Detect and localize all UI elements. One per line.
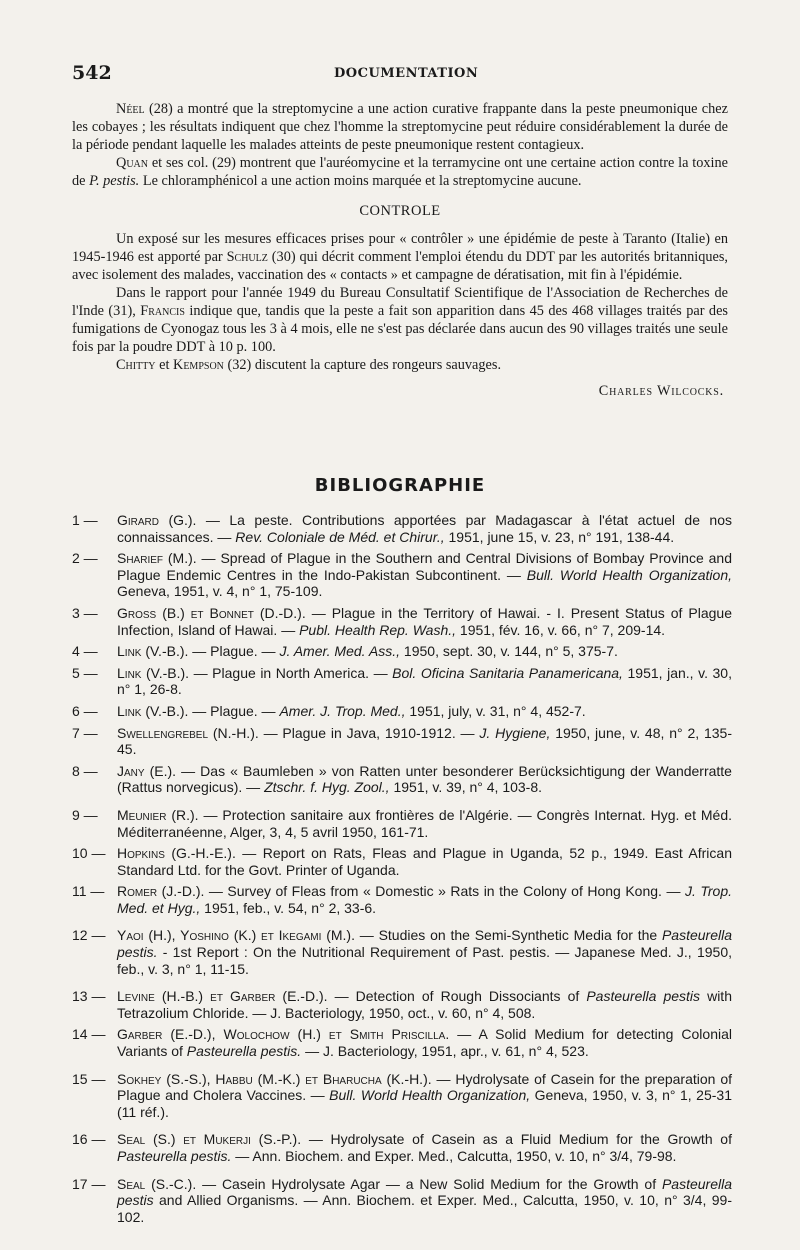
- entry-source: J. Trop. Med. et Hyg.,: [117, 883, 732, 916]
- entry-text: — Protection sanitaire aux frontières de l'Algérie. — Congrès Internat. Hyg. et Méd. Méditerranéenne, Alger, 3, 4, 5 avril 1950, 161-71.: [117, 806, 732, 840]
- entry-tail: 1950, june, v. 48, n° 2, 135-45.: [117, 724, 732, 758]
- entry-text: — Casein Hydrolysate Agar — a New Solid Medium for the Growth of: [196, 1175, 662, 1192]
- entry-number: 9 —: [72, 806, 98, 823]
- bibliography-entry: [72, 605, 732, 638]
- bibliography-entry: [72, 643, 732, 660]
- paragraph: [72, 100, 728, 154]
- entry-source: Pasteurella pestis: [117, 1175, 732, 1209]
- entry-authors: Levine (H.-B.) et Garber (E.-D.).: [117, 988, 328, 1005]
- entry-authors: Link (V.-B.).: [117, 702, 189, 719]
- paragraph-text: (30) qui décrit comment l'emploi étendu du DDT par les autorités britanniques, avec isolement des malades, vaccination des « contacts » et campagne de dératisation, mit fin à l'épidémie.: [72, 249, 728, 283]
- entry-text: — Report on Rats, Fleas and Plague in Uganda, 52 p., 1949. East African Standard Ltd. for the Govt. Printer of Uganda.: [117, 845, 732, 878]
- entry-source: Bull. World Health Organization,: [329, 1087, 531, 1104]
- entry-text: — Hydrolysate of Casein as a Fluid Medium for the Growth of: [301, 1131, 732, 1148]
- entry-authors: Garber (E.-D.), Wolochow (H.) et Smith Priscilla.: [117, 1026, 450, 1043]
- entry-text: — Plague. —: [188, 702, 280, 719]
- entry-tail: 1951, fév. 16, v. 66, n° 7, 209-14.: [456, 621, 666, 638]
- entry-text: — Plague in the Territory of Hawai. - I. Present Status of Plague Infection, Island of Hawai. —: [117, 604, 732, 638]
- entry-source: Pasteurella pestis.: [117, 927, 733, 961]
- entry-authors: Jany (E.).: [117, 762, 177, 779]
- entry-text: — Survey of Fleas from « Domestic » Rats in the Colony of Hong Kong. —: [204, 883, 685, 900]
- paragraph: [72, 356, 728, 374]
- entry-tail: 1951, v. 39, n° 4, 103-8.: [389, 779, 543, 796]
- author-name: Quan: [116, 155, 148, 171]
- entry-tail: - 1st Report : On the Nutritional Requirement of Past. pestis. — Japanese Med. J., 1950, feb., v. 3, n° 1, 11-15.: [117, 944, 732, 977]
- bibliography-entry: [72, 1071, 732, 1121]
- entry-authors: Yaoi (H.), Yoshino (K.) et Ikegami (M.).: [117, 927, 355, 944]
- entry-number: 1 —: [72, 512, 98, 528]
- paragraph-text: (28) a montré que la streptomycine a une action curative frappante dans la peste pneumonique chez les cobayes ; les résultats indiquent que chez l'homme la streptomycine peut réduire considérablement la durée de la période pendant laquelle les malades atteints de peste pneumonique restent contagieux.: [72, 101, 728, 153]
- entry-tail: 1951, jan., v. 30, n° 1, 26-8.: [117, 664, 732, 698]
- entry-source: Pasteurella pestis.: [117, 1148, 232, 1164]
- running-title: DOCUMENTATION: [334, 66, 479, 81]
- author-name: Schulz: [226, 249, 268, 265]
- paragraph-text: Un exposé sur les mesures efficaces prises pour « contrôler » une épidémie de peste à Taranto (Italie) en 1945-1946 est apporté par: [72, 231, 728, 265]
- entry-text: — Plague. —: [188, 643, 280, 660]
- entry-number: 10 —: [72, 845, 106, 862]
- bibliography-entry: [72, 703, 732, 720]
- entry-tail: — J. Bacteriology, 1951, apr., v. 61, n° 4, 523.: [301, 1043, 589, 1060]
- entry-authors: Sharief (M.).: [117, 550, 197, 567]
- entry-number: 4 —: [72, 643, 98, 660]
- bibliography-entry: [72, 1176, 732, 1226]
- entry-source: Bull. World Health Organization,: [526, 566, 732, 583]
- entry-source: Pasteurella pestis: [586, 988, 701, 1005]
- entry-tail: 1951, feb., v. 54, n° 2, 33-6.: [200, 899, 377, 916]
- author-name: Kempson: [173, 357, 224, 373]
- page-header: [72, 62, 732, 92]
- entry-number: 11 —: [72, 883, 105, 900]
- bibliography-entry: [72, 550, 732, 600]
- entry-number: 7 —: [72, 724, 98, 741]
- entry-authors: Seal (S.) et Mukerji (S.-P.).: [117, 1131, 302, 1148]
- entry-text: — La peste. Contributions apportées par Madagascar à l'état actuel de nos connaissances. —: [117, 512, 733, 545]
- entry-text: — Plague in Java, 1910-1912. —: [258, 724, 480, 741]
- entry-authors: Link (V.-B.).: [117, 664, 190, 681]
- entry-tail: 1950, sept. 30, v. 144, n° 5, 375-7.: [400, 643, 618, 660]
- bibliography-title: BIBLIOGRAPHIE: [314, 475, 486, 496]
- entry-number: 14 —: [72, 1026, 106, 1043]
- entry-text: — Studies on the Semi-Synthetic Media for the: [354, 927, 662, 944]
- author-name: Francis: [140, 303, 185, 319]
- paragraph-text: indique que, tandis que la peste a fait son apparition dans 45 des 468 villages traités par des fumigations de Cyonogaz tous les 3 à 4 mois, elle ne s'est pas déclarée dans aucun des 90 villages traités une seule fois par la poudre DDT à 10 p. 100.: [72, 303, 728, 355]
- entry-number: 13 —: [72, 988, 106, 1005]
- entry-authors: Seal (S.-C.).: [117, 1175, 197, 1192]
- entry-authors: Swellengrebel (N.-H.).: [117, 724, 259, 741]
- entry-number: 3 —: [72, 604, 98, 621]
- bibliography-entry: [72, 763, 732, 796]
- entry-source: Amer. J. Trop. Med.,: [279, 702, 406, 719]
- paragraph-text: Le chloramphénicol a une action moins marquée et la streptomycine aucune.: [139, 173, 582, 189]
- entry-source: J. Amer. Med. Ass.,: [279, 643, 401, 660]
- entry-text: — Spread of Plague in the Southern and Central Divisions of Bombay Province and Plague Endemic Centres in the Indo-Pakistan Subcontinent. —: [117, 550, 732, 583]
- entry-number: 12 —: [72, 927, 106, 944]
- entry-source: Rev. Coloniale de Méd. et Chirur.,: [235, 528, 445, 545]
- author-name: Chitty: [116, 357, 156, 373]
- entry-authors: Meunier (R.).: [117, 806, 199, 823]
- paragraph-text: et: [155, 357, 173, 373]
- entry-authors: Girard (G.).: [117, 512, 197, 528]
- paragraph: [72, 154, 728, 190]
- paragraph-text: et ses col. (29) montrent que l'auréomycine et la terramycine ont une certaine action contre la toxine de: [72, 155, 728, 189]
- entry-authors: Hopkins (G.-H.-E.).: [117, 845, 236, 862]
- bibliography-entry: [72, 845, 732, 878]
- section-heading: CONTROLE: [359, 203, 441, 219]
- entry-text: — Hydrolysate of Casein for the preparation of Plague and Cholera Vaccines. —: [117, 1070, 732, 1104]
- entry-tail: 1951, june 15, v. 23, n° 191, 138-44.: [444, 528, 675, 545]
- bibliography-entry: [72, 512, 732, 545]
- entry-tail: and Allied Organisms. — Ann. Biochem. et Exper. Med., Calcutta, 1950, v. 10, n° 3/4, 99-102.: [117, 1192, 732, 1225]
- bibliography-entry: [72, 883, 732, 916]
- entry-authors: Link (V.-B.).: [117, 643, 189, 660]
- paragraph: [72, 284, 728, 356]
- entry-text: — A Solid Medium for detecting Colonial Variants of: [117, 1026, 732, 1060]
- entry-source: J. Hygiene,: [479, 724, 551, 741]
- bibliography-entry: [72, 807, 732, 840]
- entry-tail: — Ann. Biochem. and Exper. Med., Calcutta, 1950, v. 10, n° 3/4, 79-98.: [231, 1148, 677, 1164]
- entry-number: 2 —: [72, 550, 98, 567]
- bibliography-entry: [72, 927, 732, 977]
- entry-source: Pasteurella pestis.: [186, 1043, 302, 1060]
- bibliography-entry: [72, 1026, 732, 1059]
- page-number: 542: [72, 62, 112, 84]
- entry-text: — Plague in North America. —: [189, 664, 393, 681]
- entry-tail: 1951, july, v. 31, n° 4, 452-7.: [405, 702, 586, 719]
- paragraph-text: (32) discutent la capture des rongeurs sauvages.: [223, 357, 502, 373]
- species-name: P. pestis.: [89, 173, 140, 189]
- entry-authors: Romer (J.-D.).: [117, 883, 205, 900]
- paragraph-text: Dans le rapport pour l'année 1949 du Bureau Consultatif Scientifique de l'Association de Recherches de l'Inde (31),: [72, 285, 728, 319]
- entry-number: 15 —: [72, 1070, 106, 1087]
- body-text: [72, 100, 728, 400]
- entry-source: Bol. Oficina Sanitaria Panamericana,: [392, 664, 623, 681]
- bibliography-entry: [72, 665, 732, 698]
- entry-tail: Geneva, 1951, v. 4, n° 1, 75-109.: [117, 583, 323, 600]
- entry-tail: with Tetrazolium Chloride. — J. Bacteriology, 1950, oct., v. 60, n° 4, 508.: [117, 988, 732, 1021]
- bibliography-entry: [72, 1131, 732, 1164]
- entry-authors: Sokhey (S.-S.), Habbu (M.-K.) et Bharucha (K.-H.).: [117, 1070, 432, 1087]
- entry-number: 5 —: [72, 664, 98, 681]
- author-name: Néel: [116, 101, 145, 117]
- entry-number: 6 —: [72, 702, 98, 719]
- signature: Charles Wilcocks.: [598, 383, 724, 399]
- entry-number: 8 —: [72, 762, 98, 779]
- paragraph: [72, 230, 728, 284]
- bibliography-entry: [72, 988, 732, 1021]
- entry-number: 17 —: [72, 1175, 106, 1192]
- bibliography-entry: [72, 725, 732, 758]
- entry-tail: Geneva, 1950, v. 3, n° 1, 25-31 (11 réf.).: [117, 1087, 732, 1120]
- bibliography-list: [72, 512, 732, 1230]
- entry-source: Ztschr. f. Hyg. Zool.,: [264, 779, 390, 796]
- entry-text: — Detection of Rough Dissociants of: [327, 988, 587, 1005]
- entry-authors: Gross (B.) et Bonnet (D.-D.).: [117, 604, 306, 621]
- entry-source: Publ. Health Rep. Wash.,: [299, 621, 457, 638]
- entry-number: 16 —: [72, 1131, 106, 1148]
- entry-text: — Das « Baumleben » von Ratten unter besonderer Berücksichtigung der Wanderratte (Rattus norvegicus). —: [117, 762, 732, 796]
